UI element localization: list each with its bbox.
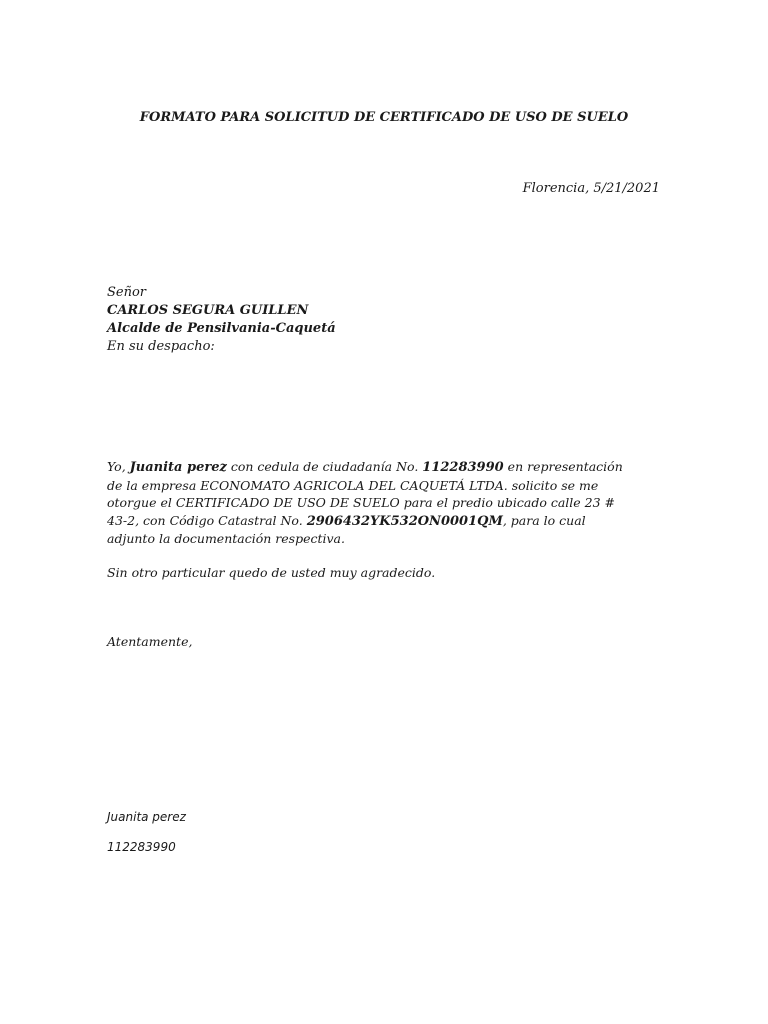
- applicant-name: Juanita perez: [129, 460, 227, 475]
- document-title: FORMATO PARA SOLICITUD DE CERTIFICADO DE USO DE SUELO: [139, 110, 629, 125]
- recipient-note: En su despacho:: [107, 339, 215, 354]
- letter-date: Florencia, 5/21/2021: [522, 181, 660, 196]
- regards-line: Atentamente,: [107, 634, 193, 649]
- body-text-1: Yo,: [107, 459, 130, 474]
- letter-body: [107, 458, 627, 548]
- recipient-position: Alcalde de Pensilvania-Caquetá: [107, 321, 336, 336]
- recipient-block: [107, 284, 336, 356]
- signature-name: Juanita perez: [107, 810, 186, 824]
- recipient-salutation: Señor: [107, 285, 147, 300]
- closing-line: Sin otro particular quedo de usted muy agradecido.: [107, 565, 436, 580]
- body-text-4: , para lo cual adjunto la documentación respectiva.: [107, 512, 586, 546]
- recipient-name: CARLOS SEGURA GUILLEN: [107, 303, 309, 318]
- signature-id: 112283990: [107, 840, 176, 854]
- applicant-id-number: 112283990: [422, 460, 504, 475]
- body-text-2: con cedula de ciudadanía No.: [226, 459, 423, 474]
- cadastral-code: 2906432YK532ON0001QM: [306, 513, 503, 529]
- body-text-3: en representación de la empresa ECONOMATO AGRICOLA DEL CAQUETÁ LTDA. solicito se me otorgue el CERTIFICADO DE USO DE SUELO para el predio ubicado calle 23 # 43-2, con Código Catastral No.: [107, 459, 623, 528]
